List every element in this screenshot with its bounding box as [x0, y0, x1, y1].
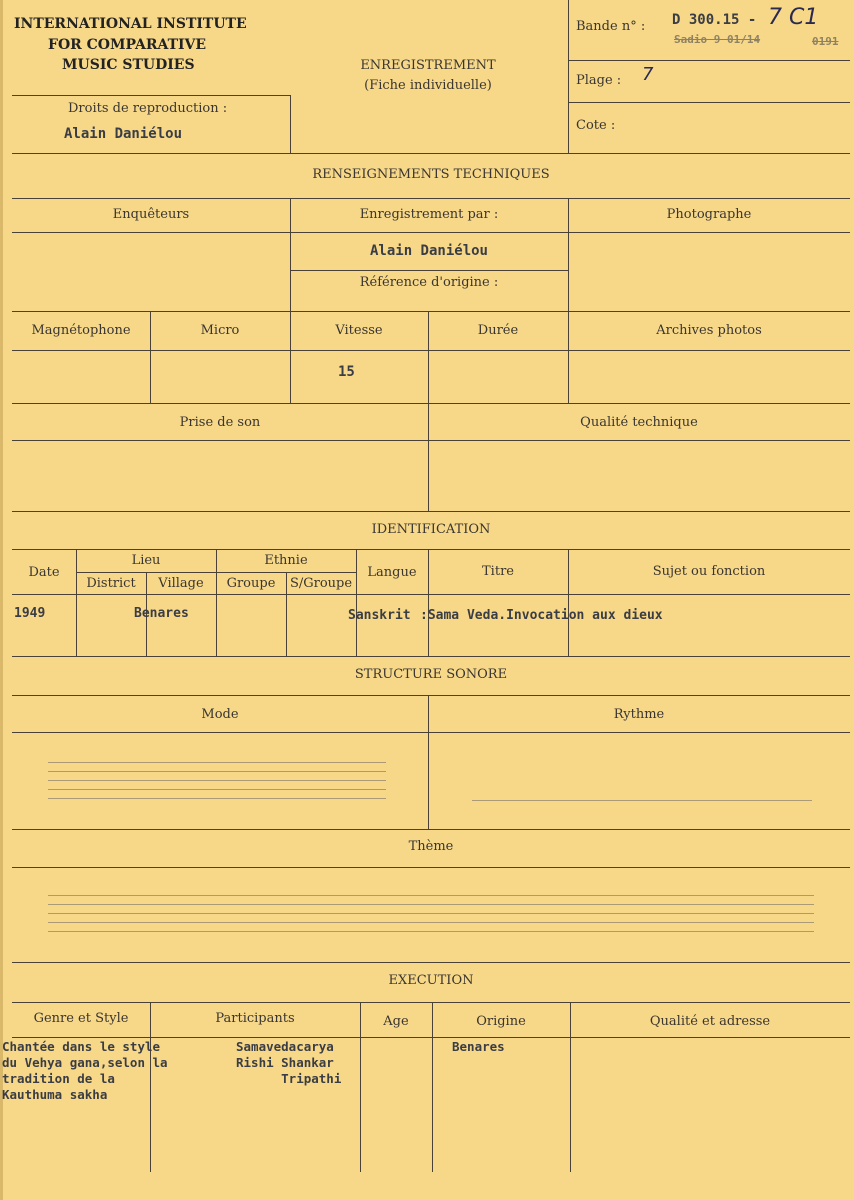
- groupe-label: Groupe: [226, 576, 276, 591]
- tech-rule-3: [12, 311, 850, 312]
- theme-fill-line-5: [48, 931, 814, 932]
- bande-handwritten: 7 C1: [768, 5, 819, 30]
- droits-value: Alain Daniélou: [64, 126, 183, 142]
- lieu-value: Benares: [134, 606, 189, 621]
- titre-label: Titre: [482, 564, 514, 579]
- ethnie-label: Ethnie: [264, 553, 308, 568]
- village-label: Village: [158, 576, 204, 591]
- tech-v-5: [428, 311, 429, 403]
- mode-label: Mode: [201, 707, 239, 722]
- langue-label: Langue: [367, 565, 417, 580]
- archives-label: Archives photos: [656, 323, 762, 338]
- reference-rule: [290, 270, 568, 271]
- plage-label: Plage :: [576, 73, 622, 88]
- tech-v-3: [150, 311, 151, 403]
- participants-value: Samavedacarya Rishi Shankar Tripathi: [236, 1039, 342, 1086]
- ident-v-7: [568, 549, 569, 656]
- vitesse-label: Vitesse: [335, 323, 383, 338]
- origine-label: Origine: [476, 1014, 526, 1029]
- bande-value: D 300.15 -: [672, 12, 757, 28]
- execution-v-4: [570, 1002, 571, 1172]
- mode-fill-line-5: [48, 798, 386, 799]
- photographe-label: Photographe: [666, 207, 752, 222]
- structure-rule-3: [12, 829, 850, 830]
- theme-fill-line-3: [48, 913, 814, 914]
- micro-label: Micro: [200, 323, 240, 338]
- tech-rule-2: [12, 232, 850, 233]
- structure-rule-1: [12, 695, 850, 696]
- ident-section-title: IDENTIFICATION: [371, 522, 491, 537]
- header-bottom-rule: [12, 153, 850, 154]
- structure-rule-4: [12, 867, 850, 868]
- qualite-adresse-label: Qualité et adresse: [649, 1014, 771, 1029]
- langue-value: Sanskrit: [348, 608, 411, 623]
- prise-label: Prise de son: [179, 415, 261, 430]
- ident-rule-1: [12, 549, 850, 550]
- structure-rule-5: [12, 962, 850, 963]
- tech-v-6: [568, 311, 569, 403]
- header-right-divider: [568, 0, 569, 153]
- vitesse-value: 15: [338, 364, 355, 380]
- rythme-fill-line: [472, 800, 812, 801]
- tech-rule-7: [12, 511, 850, 512]
- sgroupe-label: S/Groupe: [289, 576, 353, 591]
- mode-fill-line-4: [48, 789, 386, 790]
- mode-fill-line-1: [48, 762, 386, 763]
- magnetophone-label: Magnétophone: [31, 323, 131, 338]
- date-value: 1949: [14, 606, 46, 621]
- ident-v-1: [76, 549, 77, 656]
- plage-rule: [568, 102, 850, 103]
- participants-label: Participants: [215, 1011, 295, 1026]
- enreg-par-value: Alain Daniélou: [369, 243, 488, 259]
- institute-line-1: INTERNATIONAL INSTITUTE: [14, 16, 247, 32]
- execution-rule-2: [12, 1037, 850, 1038]
- date-label: Date: [28, 565, 60, 580]
- ident-v-4: [286, 572, 287, 656]
- duree-label: Durée: [477, 323, 519, 338]
- droits-label: Droits de reproduction :: [68, 101, 228, 116]
- tech-rule-6: [12, 440, 850, 441]
- tech-rule-5: [12, 403, 850, 404]
- structure-section-title: STRUCTURE SONORE: [354, 667, 508, 682]
- tech-rule-1: [12, 198, 850, 199]
- ident-v-6: [428, 549, 429, 656]
- bande-struck-text: Sadio 9 01/14: [674, 33, 761, 46]
- ident-rule-2: [12, 594, 850, 595]
- sujet-label: Sujet ou fonction: [652, 564, 766, 579]
- district-label: District: [86, 576, 136, 591]
- structure-rule-2: [12, 732, 850, 733]
- ident-rule-3: [12, 656, 850, 657]
- enqueteurs-label: Enquêteurs: [112, 207, 190, 222]
- ident-v-3: [216, 549, 217, 656]
- form-title: ENREGISTREMENT: [360, 58, 496, 73]
- mode-fill-line-3: [48, 780, 386, 781]
- structure-v-1: [428, 695, 429, 829]
- tech-section-title: RENSEIGNEMENTS TECHNIQUES: [312, 167, 550, 182]
- execution-rule-1: [12, 1002, 850, 1003]
- tech-v-2: [568, 198, 569, 311]
- tech-v-7: [428, 403, 429, 511]
- genre-value: Chantée dans le style du Vehya gana,selon la tradition de la Kauthuma sakha: [2, 1039, 168, 1102]
- genre-label: Genre et Style: [33, 1011, 129, 1026]
- plage-value: 7: [642, 64, 654, 85]
- enreg-par-label: Enregistrement par :: [359, 207, 499, 222]
- institute-line-2: FOR COMPARATIVE: [48, 37, 207, 53]
- theme-label: Thème: [408, 839, 454, 854]
- tech-rule-4: [12, 350, 850, 351]
- form-subtitle: (Fiche individuelle): [364, 78, 492, 93]
- droits-right-rule: [290, 95, 291, 153]
- execution-section-title: EXECUTION: [388, 973, 474, 988]
- theme-fill-line-1: [48, 895, 814, 896]
- tech-v-4: [290, 311, 291, 403]
- cote-label: Cote :: [576, 118, 616, 133]
- bande-struck-text-2: 0191: [812, 35, 839, 48]
- bande-label: Bande n° :: [576, 19, 646, 34]
- theme-fill-line-4: [48, 922, 814, 923]
- execution-v-3: [432, 1002, 433, 1172]
- lieu-label: Lieu: [131, 553, 161, 568]
- card-edge: [0, 0, 3, 1200]
- theme-fill-line-2: [48, 904, 814, 905]
- institute-line-3: MUSIC STUDIES: [62, 57, 195, 73]
- execution-v-2: [360, 1002, 361, 1172]
- qualite-label: Qualité technique: [580, 415, 698, 430]
- rythme-label: Rythme: [613, 707, 665, 722]
- droits-top-rule: [12, 95, 291, 96]
- mode-fill-line-2: [48, 771, 386, 772]
- reference-label: Référence d'origine :: [359, 275, 499, 290]
- age-label: Age: [383, 1014, 409, 1029]
- titre-value: :Sama Veda.Invocation aux dieux: [420, 608, 663, 623]
- origine-value: Benares: [452, 1039, 505, 1054]
- bande-rule: [568, 60, 850, 61]
- ident-v-5: [356, 549, 357, 656]
